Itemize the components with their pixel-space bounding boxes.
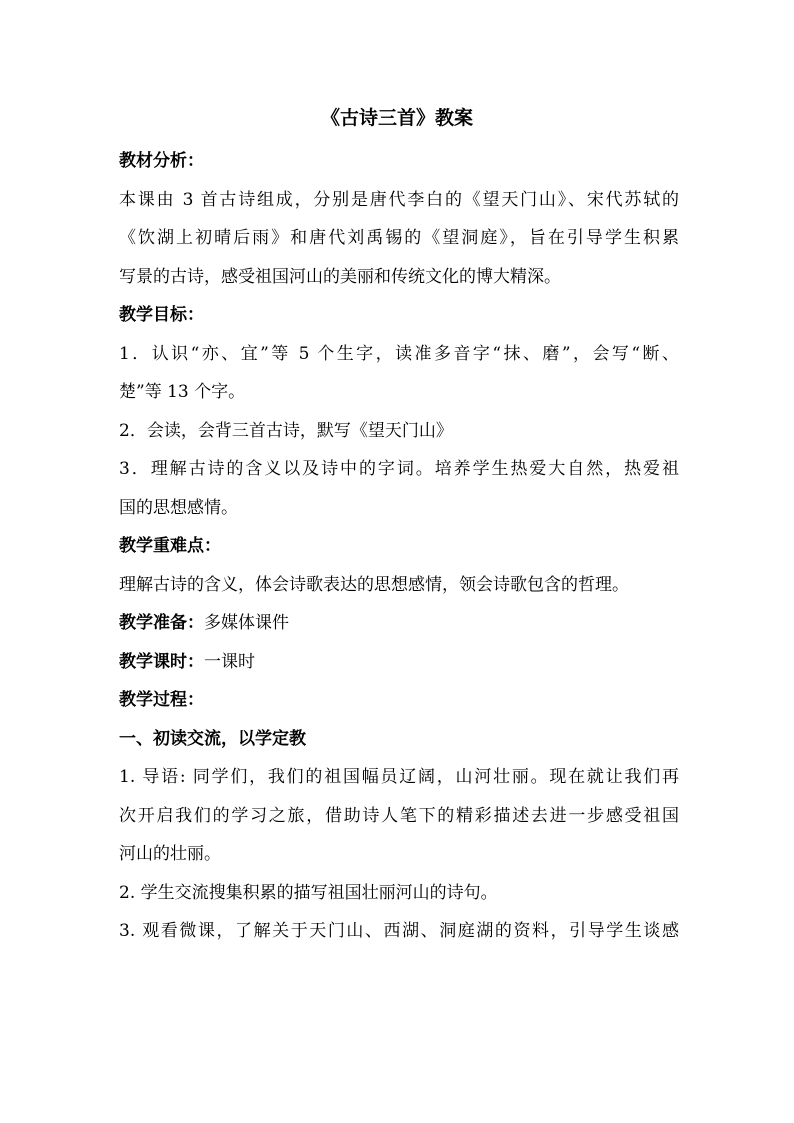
process-line-3: 河山的壮丽。 xyxy=(119,844,221,864)
process-line-4: 2. 学生交流搜集积累的描写祖国壮丽河山的诗句。 xyxy=(119,882,498,903)
goals-line-5: 国的思想感情。 xyxy=(119,497,238,518)
process-line-5: 3. 观看微课，了解关于天门山、西湖、洞庭湖的资料，引导学生谈感 xyxy=(119,921,679,941)
goals-line-1: 1．认识“亦、宜”等 5 个生字，读准多音字“抹、磨”，会写“断、 xyxy=(119,343,679,364)
hours-value: 一课时 xyxy=(204,651,255,672)
process-heading: 教学过程： xyxy=(119,690,204,710)
analysis-line-1: 本课由 3 首古诗组成，分别是唐代李白的《望天门山》、宋代苏轼的 xyxy=(119,189,679,210)
goals-line-3: 2．会读，会背三首古诗，默写《望天门山》 xyxy=(119,420,453,441)
key-points-line-1: 理解古诗的含义，体会诗歌表达的思想感情，领会诗歌包含的哲理。 xyxy=(119,574,629,595)
process-subheading: 一、初读交流，以学定教 xyxy=(119,728,306,749)
process-line-2: 次开启我们的学习之旅，借助诗人笔下的精彩描述去进一步感受祖国 xyxy=(119,805,679,826)
process-line-1: 1. 导语: 同学们，我们的祖国幅员辽阔，山河壮丽。现在就让我们再 xyxy=(119,767,679,787)
goals-line-2: 楚”等 13 个字。 xyxy=(119,382,246,402)
analysis-heading: 教材分析： xyxy=(119,151,204,171)
analysis-line-2: 《饮湖上初晴后雨》和唐代刘禹锡的《望洞庭》，旨在引导学生积累 xyxy=(119,228,679,248)
analysis-line-3: 写景的古诗，感受祖国河山的美丽和传统文化的博大精深。 xyxy=(119,266,561,287)
preparation-label: 教学准备： xyxy=(119,613,204,633)
hours-row xyxy=(119,643,679,682)
preparation-value: 多媒体课件 xyxy=(204,613,289,633)
hours-label: 教学课时： xyxy=(119,651,204,672)
preparation-row xyxy=(119,604,679,643)
goals-line-4: 3．理解古诗的含义以及诗中的字词。培养学生热爱大自然，热爱祖 xyxy=(119,459,679,479)
key-points-heading: 教学重难点： xyxy=(119,536,221,556)
goals-heading: 教学目标： xyxy=(119,305,204,325)
document-title: 《古诗三首》教案 xyxy=(320,107,473,129)
document-body xyxy=(119,142,679,951)
